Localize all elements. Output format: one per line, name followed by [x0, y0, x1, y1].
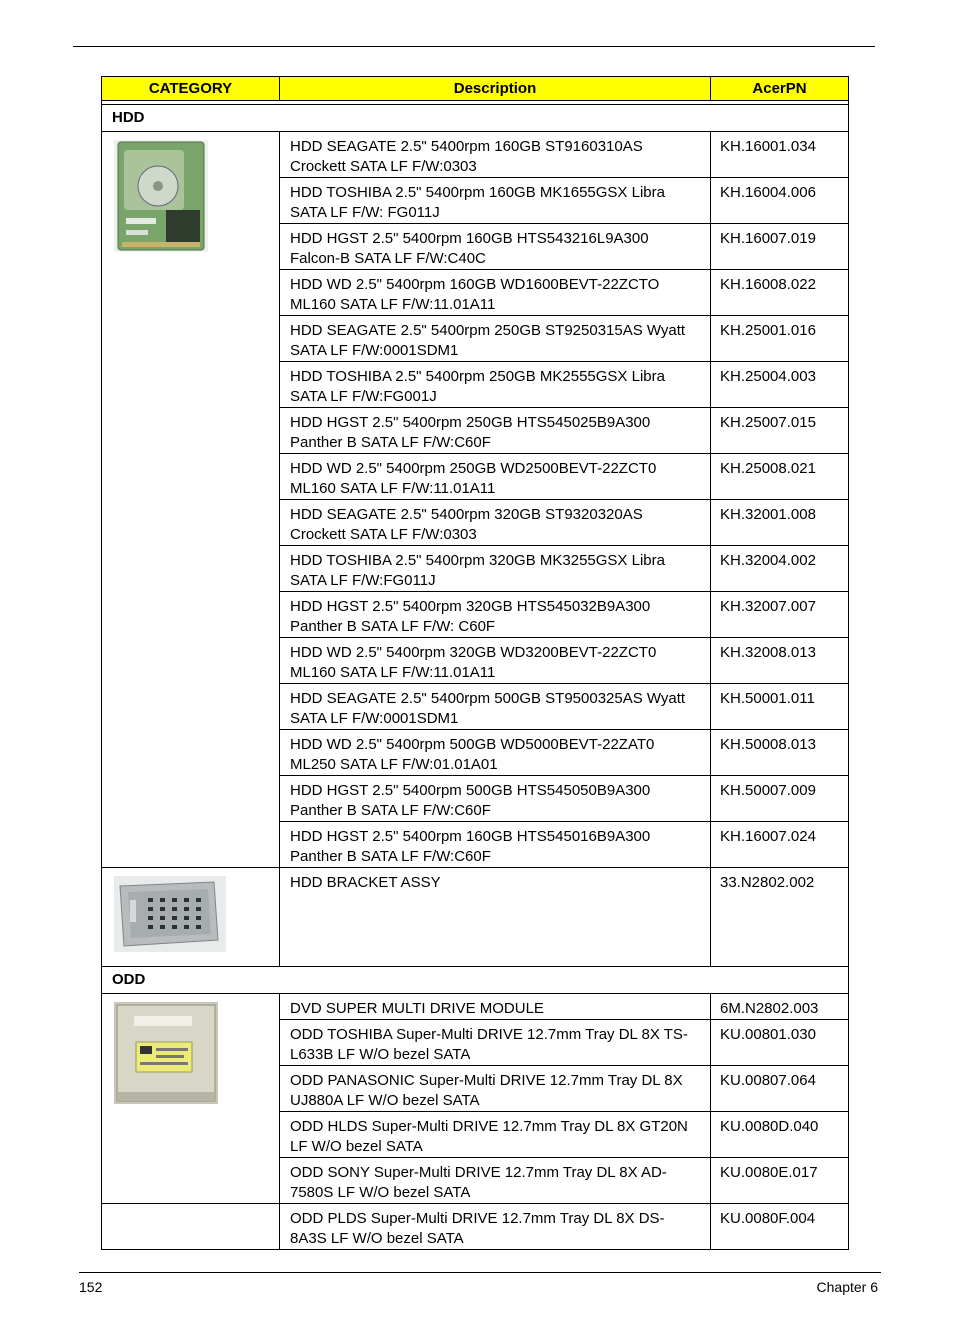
- acerpn-cell: KU.00807.064: [711, 1066, 849, 1112]
- acerpn-cell: KH.16001.034: [711, 132, 849, 178]
- acerpn-cell: KU.00801.030: [711, 1020, 849, 1066]
- table-row: [102, 994, 849, 1020]
- acerpn-cell: KH.25001.016: [711, 316, 849, 362]
- description-cell: HDD HGST 2.5" 5400rpm 250GB HTS545025B9A300 Panther B SATA LF F/W:C60F: [280, 408, 711, 454]
- description-cell: DVD SUPER MULTI DRIVE MODULE: [280, 994, 711, 1020]
- acerpn-cell: KH.16007.019: [711, 224, 849, 270]
- acerpn-cell: KH.32007.007: [711, 592, 849, 638]
- description-cell: HDD WD 2.5" 5400rpm 250GB WD2500BEVT-22ZCT0 ML160 SATA LF F/W:11.01A11: [280, 454, 711, 500]
- acerpn-cell: KU.0080F.004: [711, 1204, 849, 1250]
- bottom-rule: [79, 1272, 881, 1273]
- acerpn-cell: KH.50008.013: [711, 730, 849, 776]
- acerpn-cell: KU.0080E.017: [711, 1158, 849, 1204]
- acerpn-cell: KH.50001.011: [711, 684, 849, 730]
- section-label: ODD: [102, 967, 849, 994]
- description-cell: HDD SEAGATE 2.5" 5400rpm 500GB ST9500325AS Wyatt SATA LF F/W:0001SDM1: [280, 684, 711, 730]
- section-label: HDD: [102, 105, 849, 132]
- acerpn-cell: KH.16004.006: [711, 178, 849, 224]
- acerpn-cell: KH.25008.021: [711, 454, 849, 500]
- acerpn-cell: KH.25007.015: [711, 408, 849, 454]
- table-row: [102, 868, 849, 967]
- top-rule: [73, 46, 875, 47]
- description-cell: HDD SEAGATE 2.5" 5400rpm 160GB ST9160310AS Crockett SATA LF F/W:0303: [280, 132, 711, 178]
- page-number: 152: [79, 1279, 103, 1295]
- description-cell: HDD WD 2.5" 5400rpm 500GB WD5000BEVT-22ZAT0 ML250 SATA LF F/W:01.01A01: [280, 730, 711, 776]
- description-cell: HDD HGST 2.5" 5400rpm 320GB HTS545032B9A300 Panther B SATA LF F/W: C60F: [280, 592, 711, 638]
- hdd-rows: [102, 132, 849, 868]
- description-cell: HDD BRACKET ASSY: [280, 868, 711, 967]
- category-cell: [102, 132, 280, 868]
- acerpn-cell: KH.32004.002: [711, 546, 849, 592]
- table-row: [102, 1204, 849, 1250]
- section-hdd: [102, 105, 849, 132]
- acerpn-cell: KU.0080D.040: [711, 1112, 849, 1158]
- hdd-bracket-image: [114, 876, 226, 952]
- description-cell: HDD SEAGATE 2.5" 5400rpm 320GB ST9320320AS Crockett SATA LF F/W:0303: [280, 500, 711, 546]
- description-cell: HDD TOSHIBA 2.5" 5400rpm 320GB MK3255GSX Libra SATA LF F/W:FG011J: [280, 546, 711, 592]
- acerpn-cell: KH.16007.024: [711, 822, 849, 868]
- table-row: [102, 132, 849, 178]
- description-cell: HDD HGST 2.5" 5400rpm 160GB HTS543216L9A300 Falcon-B SATA LF F/W:C40C: [280, 224, 711, 270]
- odd-rows: [102, 994, 849, 1250]
- category-cell: [102, 1204, 280, 1250]
- description-cell: ODD PANASONIC Super-Multi DRIVE 12.7mm Tray DL 8X UJ880A LF W/O bezel SATA: [280, 1066, 711, 1112]
- description-cell: HDD WD 2.5" 5400rpm 320GB WD3200BEVT-22ZCT0 ML160 SATA LF F/W:11.01A11: [280, 638, 711, 684]
- description-cell: HDD TOSHIBA 2.5" 5400rpm 250GB MK2555GSX Libra SATA LF F/W:FG001J: [280, 362, 711, 408]
- chapter-label: Chapter 6: [816, 1279, 878, 1295]
- acerpn-cell: KH.25004.003: [711, 362, 849, 408]
- header-category: CATEGORY: [102, 77, 280, 101]
- section-odd: [102, 967, 849, 994]
- description-cell: ODD SONY Super-Multi DRIVE 12.7mm Tray DL 8X AD-7580S LF W/O bezel SATA: [280, 1158, 711, 1204]
- table-header-row: [102, 77, 849, 101]
- acerpn-cell: KH.32008.013: [711, 638, 849, 684]
- header-acerpn: AcerPN: [711, 77, 849, 101]
- description-cell: HDD HGST 2.5" 5400rpm 160GB HTS545016B9A300 Panther B SATA LF F/W:C60F: [280, 822, 711, 868]
- acerpn-cell: 33.N2802.002: [711, 868, 849, 967]
- odd-drive-image: [114, 1002, 218, 1104]
- description-cell: ODD TOSHIBA Super-Multi DRIVE 12.7mm Tray DL 8X TS-L633B LF W/O bezel SATA: [280, 1020, 711, 1066]
- description-cell: HDD TOSHIBA 2.5" 5400rpm 160GB MK1655GSX Libra SATA LF F/W: FG011J: [280, 178, 711, 224]
- description-cell: HDD HGST 2.5" 5400rpm 500GB HTS545050B9A300 Panther B SATA LF F/W:C60F: [280, 776, 711, 822]
- acerpn-cell: 6M.N2802.003: [711, 994, 849, 1020]
- acerpn-cell: KH.50007.009: [711, 776, 849, 822]
- header-description: Description: [280, 77, 711, 101]
- parts-table: [101, 76, 849, 1250]
- acerpn-cell: KH.32001.008: [711, 500, 849, 546]
- category-cell: [102, 994, 280, 1204]
- category-cell: [102, 868, 280, 967]
- description-cell: ODD PLDS Super-Multi DRIVE 12.7mm Tray DL 8X DS-8A3S LF W/O bezel SATA: [280, 1204, 711, 1250]
- hdd-image: [114, 140, 208, 252]
- acerpn-cell: KH.16008.022: [711, 270, 849, 316]
- description-cell: ODD HLDS Super-Multi DRIVE 12.7mm Tray DL 8X GT20N LF W/O bezel SATA: [280, 1112, 711, 1158]
- description-cell: HDD WD 2.5" 5400rpm 160GB WD1600BEVT-22ZCTO ML160 SATA LF F/W:11.01A11: [280, 270, 711, 316]
- description-cell: HDD SEAGATE 2.5" 5400rpm 250GB ST9250315AS Wyatt SATA LF F/W:0001SDM1: [280, 316, 711, 362]
